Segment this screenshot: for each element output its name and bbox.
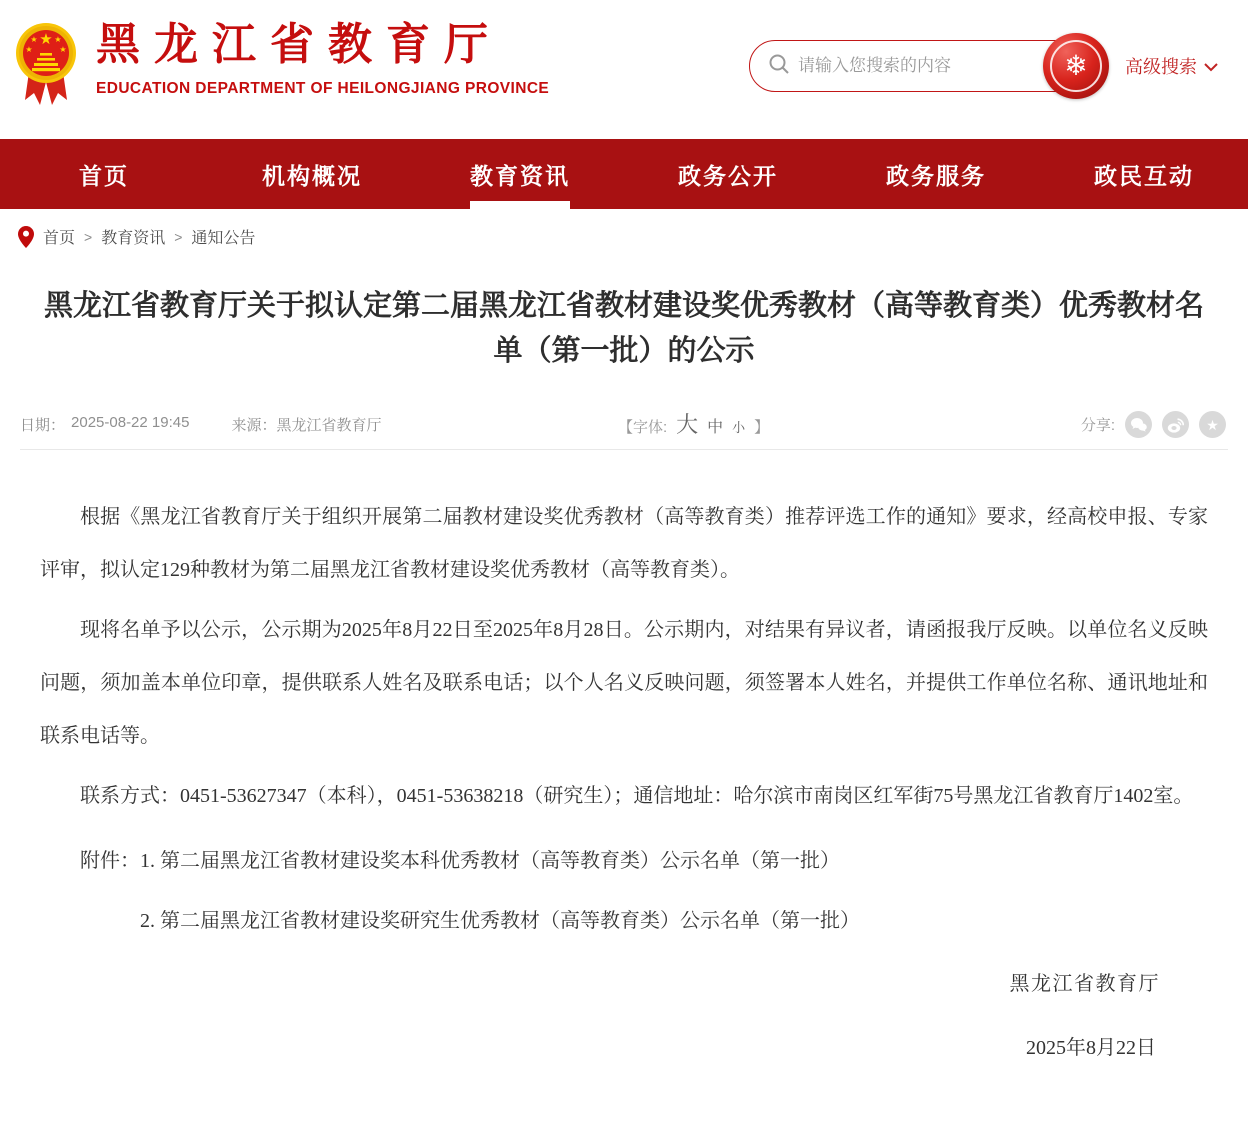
svg-text:★: ★ bbox=[54, 35, 62, 44]
paragraph: 根据《黑龙江省教育厅关于组织开展第二届教材建设奖优秀教材（高等教育类）推荐评选工作的通知》要求，经高校申报、专家评审，拟认定129种教材为第二届黑龙江省教材建设奖优秀教材（高等教育类）。 bbox=[40, 506, 1208, 581]
svg-text:★: ★ bbox=[39, 31, 53, 48]
article-source: 黑龙江省教育厅 bbox=[276, 417, 382, 434]
attachment-link-1[interactable]: 1. 第二届黑龙江省教材建设奖本科优秀教材（高等教育类）公示名单（第一批） bbox=[140, 850, 840, 872]
article-meta-row bbox=[0, 408, 1248, 438]
location-pin-icon bbox=[18, 226, 34, 248]
site-titles bbox=[96, 10, 549, 98]
search-icon bbox=[768, 53, 790, 80]
wechat-share-icon[interactable] bbox=[1125, 411, 1152, 438]
paragraph: 现将名单予以公示，公示期为2025年8月22日至2025年8月28日。公示期内，对结果有异议者，请函报我厅反映。以单位名义反映问题，须加盖本单位印章，提供联系人姓名及联系电话；以个人名义反映问题，须签署本人姓名，并提供工作单位名称、通讯地址和联系电话等。 bbox=[40, 619, 1208, 747]
search-input[interactable] bbox=[798, 56, 1028, 76]
svg-text:★: ★ bbox=[25, 45, 33, 54]
chevron-down-icon bbox=[1204, 56, 1218, 77]
share-label: 分享: bbox=[1080, 417, 1115, 434]
active-tab-indicator bbox=[470, 201, 570, 209]
share-box bbox=[1081, 411, 1226, 438]
breadcrumb-notice[interactable]: 通知公告 bbox=[191, 230, 256, 247]
svg-text:★: ★ bbox=[30, 35, 38, 44]
article-body bbox=[0, 450, 1248, 1063]
nav-label: 政务服务 bbox=[886, 162, 986, 189]
nav-label: 政务公开 bbox=[678, 162, 778, 189]
nav-item-gov-open[interactable] bbox=[624, 139, 832, 209]
signature-date: 2025年8月22日 bbox=[1026, 1037, 1156, 1059]
national-emblem-logo bbox=[14, 12, 78, 113]
font-size-medium-button[interactable]: 中 bbox=[707, 419, 724, 436]
attachments-section bbox=[40, 835, 1208, 955]
article-meta-left bbox=[20, 414, 381, 435]
breadcrumb-home[interactable]: 首页 bbox=[43, 230, 76, 247]
advanced-search-label: 高级搜索 bbox=[1125, 57, 1197, 77]
source-label: 来源： bbox=[231, 417, 277, 434]
nav-label: 教育资讯 bbox=[470, 162, 570, 189]
signature-org: 黑龙江省教育厅 bbox=[1009, 973, 1160, 995]
site-header bbox=[0, 0, 1248, 139]
breadcrumb-separator: > bbox=[174, 228, 183, 245]
font-size-small-button[interactable]: 小 bbox=[732, 420, 746, 435]
nav-item-home[interactable] bbox=[0, 139, 208, 209]
signature-block bbox=[40, 969, 1208, 1063]
font-size-large-button[interactable]: 大 bbox=[676, 412, 699, 437]
breadcrumb-separator: > bbox=[84, 228, 93, 245]
main-nav bbox=[0, 139, 1248, 209]
font-bracket-open: 【字体: bbox=[617, 419, 668, 436]
snowflake-icon: ❄ bbox=[1050, 40, 1102, 92]
nav-label: 机构概况 bbox=[262, 162, 362, 189]
breadcrumb bbox=[0, 209, 1248, 260]
svg-text:★: ★ bbox=[59, 45, 67, 54]
font-size-control bbox=[618, 408, 769, 439]
breadcrumb-edu-news[interactable]: 教育资讯 bbox=[101, 230, 166, 247]
attachment-link-2[interactable]: 2. 第二届黑龙江省教材建设奖研究生优秀教材（高等教育类）公示名单（第一批） bbox=[140, 910, 860, 932]
date-label: 日期： bbox=[20, 417, 66, 434]
nav-item-about[interactable] bbox=[208, 139, 416, 209]
article-title: 黑龙江省教育厅关于拟认定第二届黑龙江省教材建设奖优秀教材（高等教育类）优秀教材名单（第一批）的公示 bbox=[43, 290, 1204, 367]
advanced-search-link[interactable] bbox=[1125, 53, 1218, 79]
search-area bbox=[749, 33, 1218, 99]
attachments-list bbox=[140, 835, 860, 955]
search-box bbox=[749, 40, 1091, 92]
search-submit-button[interactable] bbox=[1043, 33, 1109, 99]
site-subtitle: EDUCATION DEPARTMENT OF HEILONGJIANG PROVINCE bbox=[96, 80, 550, 97]
nav-label: 政民互动 bbox=[1094, 162, 1194, 189]
font-bracket-close: 】 bbox=[754, 419, 770, 436]
nav-label: 首页 bbox=[79, 162, 129, 189]
weibo-share-icon[interactable] bbox=[1162, 411, 1189, 438]
site-title: 黑龙江省教育厅 bbox=[96, 20, 502, 69]
qzone-share-icon[interactable]: ★ bbox=[1199, 411, 1226, 438]
nav-item-interaction[interactable] bbox=[1040, 139, 1248, 209]
nav-item-gov-service[interactable] bbox=[832, 139, 1040, 209]
article-date: 2025-08-22 19:45 bbox=[71, 414, 190, 431]
nav-item-edu-news[interactable] bbox=[416, 139, 624, 209]
attachments-label: 附件： bbox=[80, 850, 140, 872]
paragraph: 联系方式：0451-53627347（本科），0451-53638218（研究生）；通信地址：哈尔滨市南岗区红军街75号黑龙江省教育厅1402室。 bbox=[80, 785, 1194, 807]
